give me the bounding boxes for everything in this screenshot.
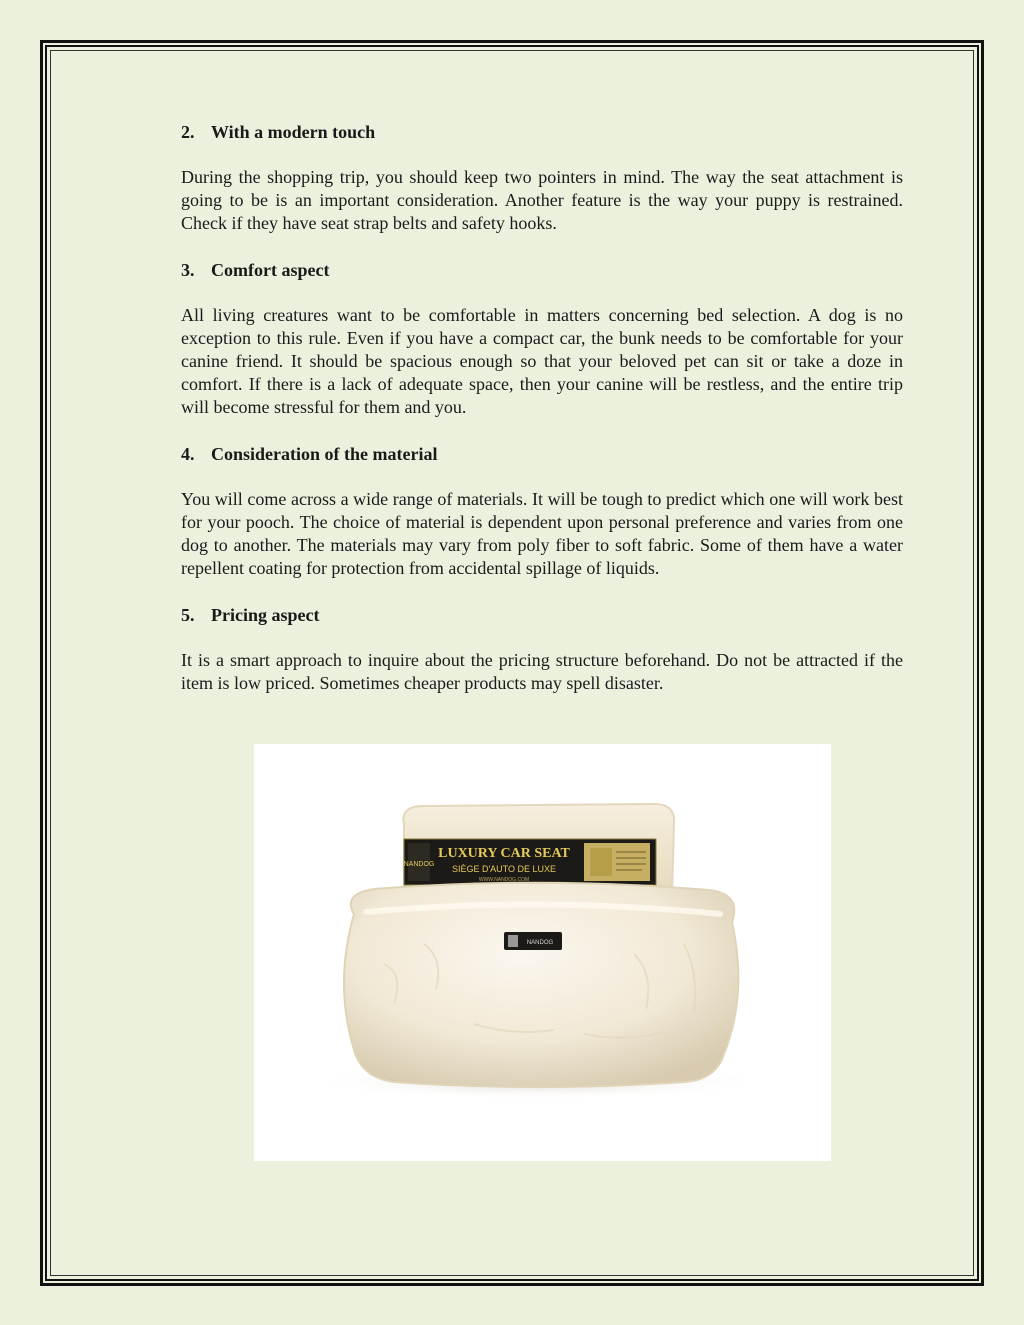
section-body-pricing: It is a smart approach to inquire about the pricing structure beforehand. Do not be attracted if the item is low priced. Sometimes cheaper products may spell disaster. xyxy=(181,650,903,693)
seat-body xyxy=(344,883,738,1087)
section-number: 3. xyxy=(181,260,195,280)
label-url-text: WWW.NANDOG.COM xyxy=(478,877,530,883)
section-heading-comfort xyxy=(181,258,903,282)
section-title: With a modern touch xyxy=(211,122,376,142)
product-photo xyxy=(254,744,831,1161)
section-body-material: You will come across a wide range of materials. It will be tough to predict which one will work best for your pooch. The choice of material is dependent upon personal preference and varies from one dog to another. The materials may vary from poly fiber to soft fabric. Some of them have a water repellent coating for protection from accidental spillage of liquids. xyxy=(181,489,903,578)
luxury-label xyxy=(404,839,656,885)
section-heading-modern-touch xyxy=(181,120,903,144)
section-heading-pricing xyxy=(181,603,903,627)
front-tag-text: NANDOG xyxy=(526,940,554,946)
document-content xyxy=(181,120,903,718)
label-brand-text: NANDOG xyxy=(403,861,435,868)
dog-car-seat-illustration xyxy=(254,744,831,1161)
front-brand-tag xyxy=(504,932,562,950)
section-title: Pricing aspect xyxy=(211,605,320,625)
label-main-text: LUXURY CAR SEAT xyxy=(438,846,570,861)
section-number: 5. xyxy=(181,605,195,625)
section-body-modern-touch: During the shopping trip, you should keep two pointers in mind. The way the seat attachment is going to be is an important consideration. Another feature is the way your puppy is restrained. Check if they have seat strap belts and safety hooks. xyxy=(181,167,903,233)
section-title: Comfort aspect xyxy=(211,260,330,280)
section-body-comfort: All living creatures want to be comfortable in matters concerning bed selection. A dog is no exception to this rule. Even if you have a compact car, the bunk needs to be comfortable for your canine friend. It should be spacious enough so that your beloved pet can sit or take a doze in comfort. If there is a lack of adequate space, then your canine will be restless, and the entire trip will become stressful for them and you. xyxy=(181,305,903,417)
section-number: 4. xyxy=(181,444,195,464)
label-sub-text: SIÈGE D'AUTO DE LUXE xyxy=(451,864,557,874)
section-number: 2. xyxy=(181,122,195,142)
section-title: Consideration of the material xyxy=(211,444,438,464)
section-heading-material xyxy=(181,442,903,466)
